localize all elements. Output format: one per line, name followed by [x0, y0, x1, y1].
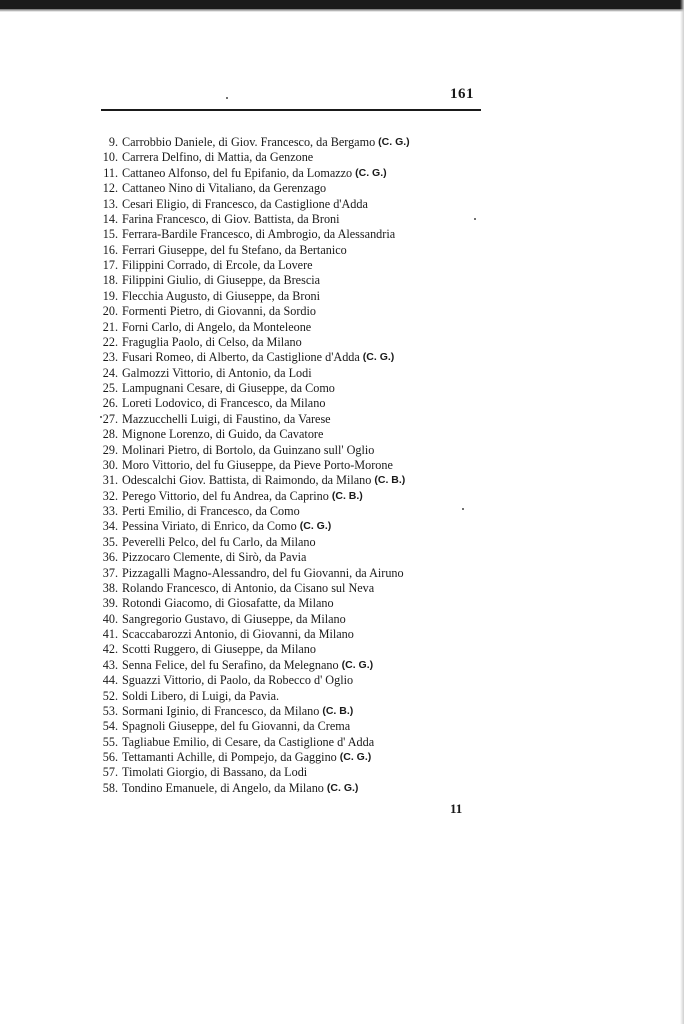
entry-number: 43. — [102, 657, 118, 672]
top-border — [0, 0, 684, 9]
entry-number: 31. — [102, 473, 118, 488]
name-list — [90, 135, 490, 796]
entry-tag: (C. G.) — [355, 166, 387, 179]
entry-tag: (C. G.) — [339, 751, 372, 763]
entry-text: Sormani Iginio, di Francesco, da Milano — [122, 703, 320, 718]
entry-text: Pizzocaro Clemente, di Sirò, da Pavia — [122, 550, 307, 565]
list-entry — [90, 412, 490, 427]
entry-number: 9. — [108, 135, 118, 149]
entry-text: Soldi Libero, di Luigi, da Pavia. — [122, 688, 280, 703]
list-entry — [90, 596, 490, 611]
entry-text: Flecchia Augusto, di Giuseppe, da Broni — [122, 288, 321, 303]
list-entry — [90, 135, 490, 150]
entry-number: 30. — [102, 457, 118, 472]
entry-text: Pessina Viriato, di Enrico, da Como — [122, 519, 297, 534]
list-entry — [90, 519, 490, 534]
entry-number: 12. — [102, 181, 118, 196]
entry-tag: (C. B.) — [331, 489, 363, 502]
entry-text: Spagnoli Giuseppe, del fu Giovanni, da Crema — [122, 719, 351, 734]
list-entry — [90, 320, 490, 335]
list-entry — [90, 535, 490, 550]
list-entry — [90, 735, 490, 750]
list-entry — [90, 304, 490, 319]
entry-text: Carrobbio Daniele, di Giov. Francesco, da Bergamo — [122, 135, 376, 149]
list-entry — [90, 212, 490, 227]
signature-mark: 11 — [450, 801, 463, 816]
list-entry — [90, 473, 490, 488]
entry-tag: (C. G.) — [326, 781, 359, 794]
entry-number: 44. — [102, 673, 118, 688]
entry-text: Tettamanti Achille, di Pompejo, da Gaggino — [122, 750, 337, 764]
entry-text: Sangregorio Gustavo, di Giuseppe, da Milano — [122, 611, 346, 626]
entry-tag: (C. G.) — [362, 351, 395, 364]
entry-number: 35. — [102, 534, 118, 549]
entry-text: Fusari Romeo, di Alberto, da Castiglione d'Adda — [122, 350, 360, 365]
list-entry — [90, 181, 490, 196]
list-entry — [90, 781, 490, 796]
entry-number: 36. — [102, 550, 118, 565]
entry-text: Senna Felice, del fu Serafino, da Melegnano — [122, 657, 339, 672]
list-entry — [90, 366, 490, 381]
entry-text: Peverelli Pelco, del fu Carlo, da Milano — [122, 534, 316, 549]
entry-text: Ferrari Giuseppe, del fu Stefano, da Bertanico — [122, 242, 347, 257]
list-entry — [90, 197, 490, 212]
entry-number: 32. — [102, 488, 118, 503]
entry-text: Fraguglia Paolo, di Celso, da Milano — [122, 334, 302, 349]
entry-text: Lampugnani Cesare, di Giuseppe, da Como — [122, 381, 335, 395]
entry-text: Tondino Emanuele, di Angelo, da Milano — [122, 780, 324, 795]
entry-number: 26. — [102, 396, 118, 411]
entry-number: 58. — [102, 780, 118, 795]
list-entry — [90, 642, 490, 657]
entry-number: 29. — [102, 442, 118, 457]
entry-text: Mignone Lorenzo, di Guido, da Cavatore — [122, 427, 324, 442]
entry-number: 17. — [102, 258, 118, 272]
entry-text: Cattaneo Nino di Vitaliano, da Gerenzago — [122, 181, 327, 196]
list-entry — [90, 458, 490, 473]
entry-number: 25. — [102, 381, 118, 395]
entry-tag: (C. B.) — [374, 474, 406, 487]
entry-number: 28. — [102, 427, 118, 442]
entry-number: 15. — [102, 227, 118, 242]
list-entry — [90, 150, 490, 165]
list-entry — [90, 658, 490, 673]
list-entry — [90, 335, 490, 350]
list-entry — [90, 719, 490, 734]
print-speck — [100, 416, 102, 418]
list-entry — [90, 750, 490, 765]
entry-text: Rotondi Giacomo, di Giosafatte, da Milano — [122, 596, 334, 611]
list-entry — [90, 704, 490, 719]
entry-text: Odescalchi Giov. Battista, di Raimondo, da Milano — [122, 473, 372, 488]
list-entry — [90, 258, 490, 273]
entry-text: Cattaneo Alfonso, del fu Epifanio, da Lomazzo — [122, 165, 353, 180]
list-entry — [90, 765, 490, 780]
list-entry — [90, 381, 490, 396]
entry-text: Pizzagalli Magno-Alessandro, del fu Giovanni, da Airuno — [122, 565, 404, 580]
entry-tag: (C. G.) — [378, 136, 410, 148]
list-entry — [90, 273, 490, 288]
entry-number: 52. — [102, 688, 118, 703]
entry-number: 24. — [102, 365, 118, 380]
list-entry — [90, 489, 490, 504]
list-entry — [90, 612, 490, 627]
entry-number: 34. — [102, 519, 118, 534]
entry-tag: (C. G.) — [299, 520, 332, 533]
entry-number: 18. — [102, 273, 118, 288]
entry-text: Timolati Giorgio, di Bassano, da Lodi — [122, 765, 308, 780]
entry-number: 33. — [102, 504, 118, 518]
entry-text: Mazzucchelli Luigi, di Faustino, da Varese — [122, 411, 331, 426]
entry-text: Ferrara-Bardile Francesco, di Ambrogio, da Alessandria — [122, 227, 396, 242]
list-entry — [90, 350, 490, 365]
list-entry — [90, 427, 490, 442]
entry-text: Filippini Giulio, di Giuseppe, da Brescia — [122, 273, 321, 288]
page-edge — [680, 0, 684, 1024]
list-entry — [90, 581, 490, 596]
entry-text: Formenti Pietro, di Giovanni, da Sordio — [122, 304, 316, 319]
entry-text: Farina Francesco, di Giov. Battista, da Broni — [122, 211, 340, 226]
entry-number: 37. — [102, 565, 118, 580]
entry-number: 41. — [102, 627, 118, 641]
print-speck — [462, 508, 464, 510]
entry-text: Galmozzi Vittorio, di Antonio, da Lodi — [122, 365, 312, 380]
entry-number: 54. — [102, 719, 118, 734]
entry-number: 19. — [102, 288, 118, 303]
entry-number: 13. — [102, 196, 118, 211]
entry-number: 55. — [102, 734, 118, 749]
entry-text: Forni Carlo, di Angelo, da Monteleone — [122, 319, 312, 334]
entry-text: Sguazzi Vittorio, di Paolo, da Robecco d' Oglio — [122, 673, 354, 688]
entry-tag: (C. B.) — [322, 704, 354, 717]
entry-number: 10. — [102, 150, 118, 165]
entry-number: 22. — [102, 334, 118, 349]
entry-number: 40. — [102, 611, 118, 626]
list-entry — [90, 673, 490, 688]
entry-number: 21. — [102, 319, 118, 334]
list-entry — [90, 289, 490, 304]
entry-number: 39. — [102, 596, 118, 611]
entry-number: 42. — [102, 642, 118, 657]
list-entry — [90, 566, 490, 581]
entry-text: Carrera Delfino, di Mattia, da Genzone — [122, 150, 314, 165]
entry-text: Moro Vittorio, del fu Giuseppe, da Pieve Porto-Morone — [122, 457, 393, 472]
entry-text: Perti Emilio, di Francesco, da Como — [122, 504, 300, 518]
entry-number: 11. — [103, 165, 118, 180]
entry-text: Scaccabarozzi Antonio, di Giovanni, da Milano — [122, 627, 354, 641]
entry-text: Cesari Eligio, di Francesco, da Castiglione d'Adda — [122, 196, 368, 211]
entry-number: 38. — [102, 580, 118, 595]
print-speck — [474, 218, 476, 220]
entry-number: 20. — [102, 304, 118, 319]
list-entry — [90, 627, 490, 642]
list-entry — [90, 243, 490, 258]
print-speck — [226, 97, 228, 99]
entry-number: 57. — [102, 765, 118, 780]
entry-text: Tagliabue Emilio, di Cesare, da Castiglione d' Adda — [122, 734, 375, 749]
entry-number: 53. — [102, 703, 118, 718]
entry-text: Perego Vittorio, del fu Andrea, da Caprino — [122, 488, 329, 503]
entry-number: 56. — [102, 750, 118, 764]
list-entry — [90, 689, 490, 704]
entry-text: Loreti Lodovico, di Francesco, da Milano — [122, 396, 326, 411]
entry-text: Filippini Corrado, di Ercole, da Lovere — [122, 258, 313, 272]
page-number: 161 — [450, 86, 474, 102]
entry-number: 14. — [102, 211, 118, 226]
entry-number: 16. — [102, 242, 118, 257]
list-entry — [90, 227, 490, 242]
list-entry — [90, 166, 490, 181]
entry-text: Rolando Francesco, di Antonio, da Cisano sul Neva — [122, 580, 375, 595]
list-entry — [90, 443, 490, 458]
entry-text: Scotti Ruggero, di Giuseppe, da Milano — [122, 642, 316, 657]
list-entry — [90, 504, 490, 519]
list-entry — [90, 396, 490, 411]
entry-tag: (C. G.) — [341, 658, 374, 671]
entry-number: 27. — [102, 411, 118, 426]
header-rule — [101, 109, 481, 111]
entry-text: Molinari Pietro, di Bortolo, da Guinzano sull' Oglio — [122, 442, 375, 457]
list-entry — [90, 550, 490, 565]
entry-number: 23. — [102, 350, 118, 365]
